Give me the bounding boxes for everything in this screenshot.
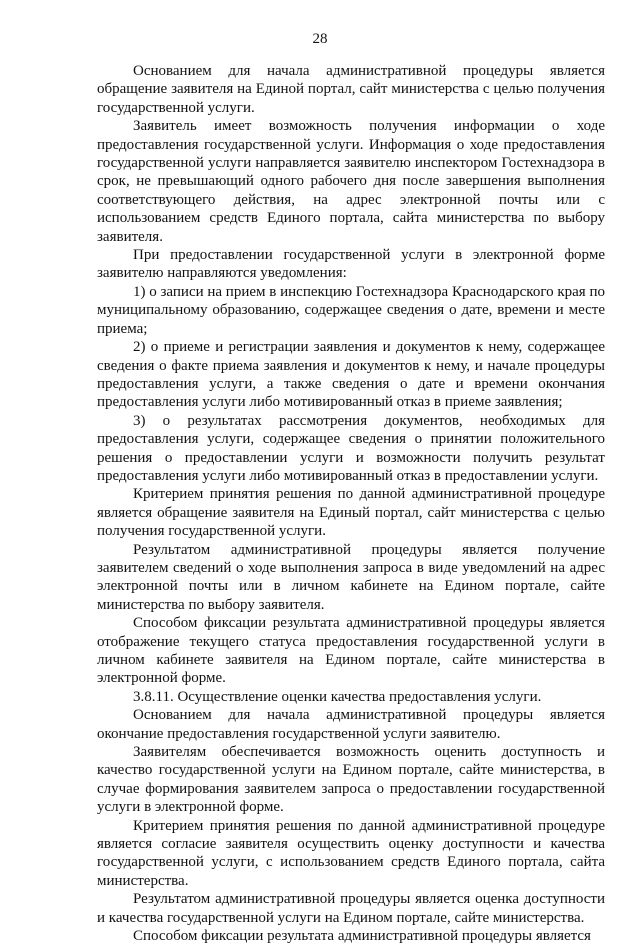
list-item-notification-3: 3) о результатах рассмотрения документов, необходимых для предоставления услуги, содержащее сведения о принятии положительного решения о предоставлении услуги и возможности получить результат предоставления услуги либо мотивированный отказ в предоставлении услуги.: [97, 412, 605, 484]
section-heading-3-8-11: 3.8.11. Осуществление оценки качества предоставления услуги.: [133, 688, 542, 705]
paragraph-progress-info: Заявитель имеет возможность получения информации о ходе предоставления государственной услуги. Информация о ходе предоставления государственной услуги направляется заявителю инспектором Гостехнадзора в срок, не превышающий одного рабочего дня после завершения выполнения соответствующего действия, на адрес электронной почты или с использованием средств Единого портала, сайта министерства по выбору заявителя.: [97, 118, 605, 245]
list-item-notification-1: 1) о записи на прием в инспекцию Гостехнадзора Краснодарского края по муниципальному образованию, содержащее сведения о дате, времени и месте приема;: [97, 283, 605, 337]
paragraph-quality-criterion: Критерием принятия решения по данной административной процедуре является согласие заявителя осуществить оценку доступности и качества государственной услуги, с использованием средств Единого портала, сайта министерства.: [97, 817, 605, 889]
list-item-notification-2: 2) о приеме и регистрации заявления и документов к нему, содержащее сведения о факте приема заявления и документов к нему, и начале процедуры предоставления услуги, а также сведения о дате и времени окончания предоставления услуги либо мотивированный отказ в приеме заявления;: [97, 339, 605, 411]
paragraph-quality-result: Результатом административной процедуры является оценка доступности и качества государственной услуги на Едином портале, сайте министерства.: [97, 891, 605, 926]
page-number: 28: [312, 31, 328, 47]
paragraph-fixation: Способом фиксации результата административной процедуры является отображение текущего статуса предоставления государственной услуги в личном кабинете заявителя на Едином портале, сайте министерства в электронной форме.: [97, 615, 605, 687]
document-body: [97, 62, 605, 946]
paragraph-quality-possibility: Заявителям обеспечивается возможность оценить доступность и качество государственной услуги на Едином портале, сайте министерства, в случае формирования заявителем запроса о предоставлении государственной услуги в электронной форме.: [97, 744, 605, 816]
paragraph-criterion: Критерием принятия решения по данной административной процедуре является обращение заявителя на Единый портал, сайт министерства с целью получения государственной услуги.: [97, 486, 605, 540]
paragraph-quality-fixation: Способом фиксации результата административной процедуры является: [133, 928, 591, 945]
paragraph-notifications-intro: При предоставлении государственной услуги в электронной форме заявителю направляются уведомления:: [97, 247, 605, 282]
paragraph-result: Результатом административной процедуры является получение заявителем сведений о ходе выполнения запроса в виде уведомлений на адрес электронной почты или в личном кабинете на Едином портале, сайте министерства по выбору заявителя.: [97, 541, 605, 613]
paragraph-basis-start: Основанием для начала административной процедуры является обращение заявителя на Единой портал, сайт министерства с целью получения государственной услуги.: [97, 63, 605, 116]
paragraph-quality-basis: Основанием для начала административной процедуры является окончание предоставления государственной услуги заявителю.: [97, 707, 605, 742]
